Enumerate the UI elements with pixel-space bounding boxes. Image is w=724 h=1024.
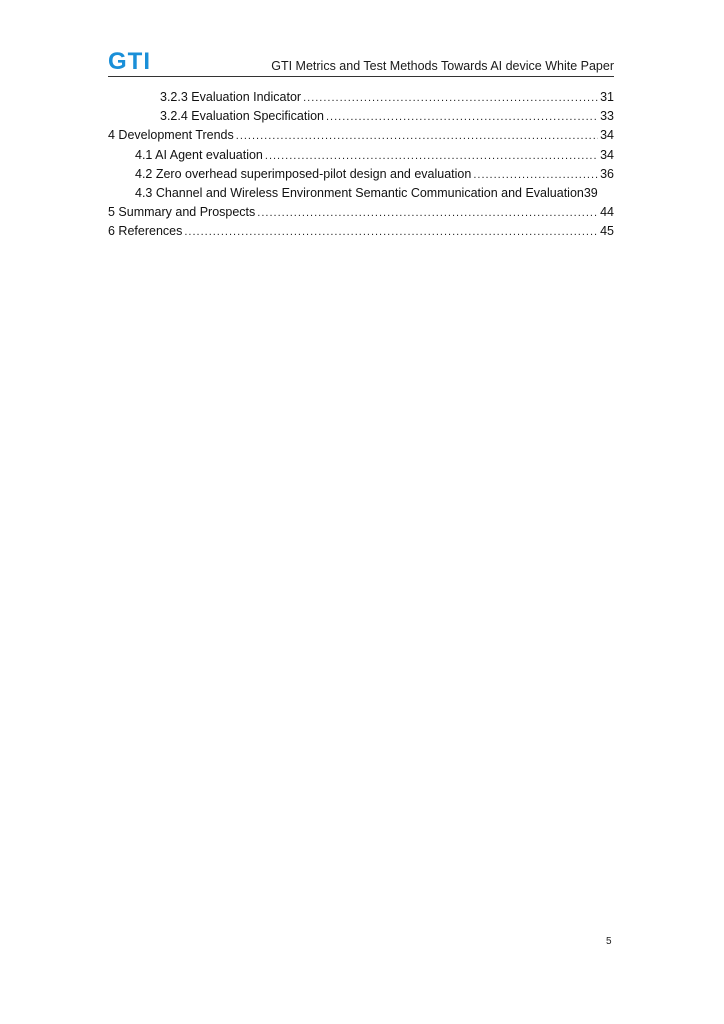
toc-entry-page: 45 xyxy=(600,224,614,239)
toc-entry-page: 34 xyxy=(600,128,614,143)
toc-entry[interactable] xyxy=(108,126,614,145)
toc-entry-label: 4 Development Trends xyxy=(108,128,234,143)
header-divider xyxy=(108,76,614,77)
toc-entry[interactable] xyxy=(108,203,614,222)
toc-entry-label: 3.2.4 Evaluation Specification xyxy=(160,109,324,124)
toc-leader-dots xyxy=(326,108,598,127)
toc-entry-label: 3.2.3 Evaluation Indicator xyxy=(160,90,302,104)
toc-entry[interactable] xyxy=(108,165,614,184)
table-of-contents xyxy=(108,88,614,242)
document-title: GTI Metrics and Test Methods Towards AI device White Paper xyxy=(271,59,614,73)
toc-entry[interactable] xyxy=(108,222,614,241)
page-number: 5 xyxy=(606,936,612,947)
toc-leader-dots xyxy=(236,127,598,146)
toc-leader-dots xyxy=(257,204,598,223)
toc-leader-dots xyxy=(184,223,598,242)
toc-leader-dots xyxy=(473,166,598,185)
toc-entry-label: 4.1 AI Agent evaluation xyxy=(135,147,263,162)
toc-entry-label: 6 References xyxy=(108,224,183,239)
toc-entry-page: 39 xyxy=(583,185,598,200)
toc-leader-dots xyxy=(265,147,598,166)
toc-entry[interactable] xyxy=(108,107,614,126)
toc-entry-page: 44 xyxy=(600,205,614,220)
toc-entry[interactable] xyxy=(108,184,614,203)
page-header xyxy=(108,48,616,78)
toc-entry-label: 5 Summary and Prospects xyxy=(108,205,256,220)
gti-logo: GTI xyxy=(108,48,151,75)
toc-entry-page: 36 xyxy=(600,166,614,181)
toc-entry-label: 4.3 Channel and Wireless Environment Semantic Communication and Evaluation xyxy=(135,185,584,200)
toc-entry-page: 31 xyxy=(600,90,614,104)
toc-entry-label: 4.2 Zero overhead superimposed-pilot design and evaluation xyxy=(135,166,472,181)
toc-entry[interactable] xyxy=(108,146,614,165)
toc-leader-dots xyxy=(303,89,598,108)
toc-entry[interactable] xyxy=(108,88,614,107)
toc-entry-page: 34 xyxy=(600,147,614,162)
toc-entry-page: 33 xyxy=(600,109,614,124)
